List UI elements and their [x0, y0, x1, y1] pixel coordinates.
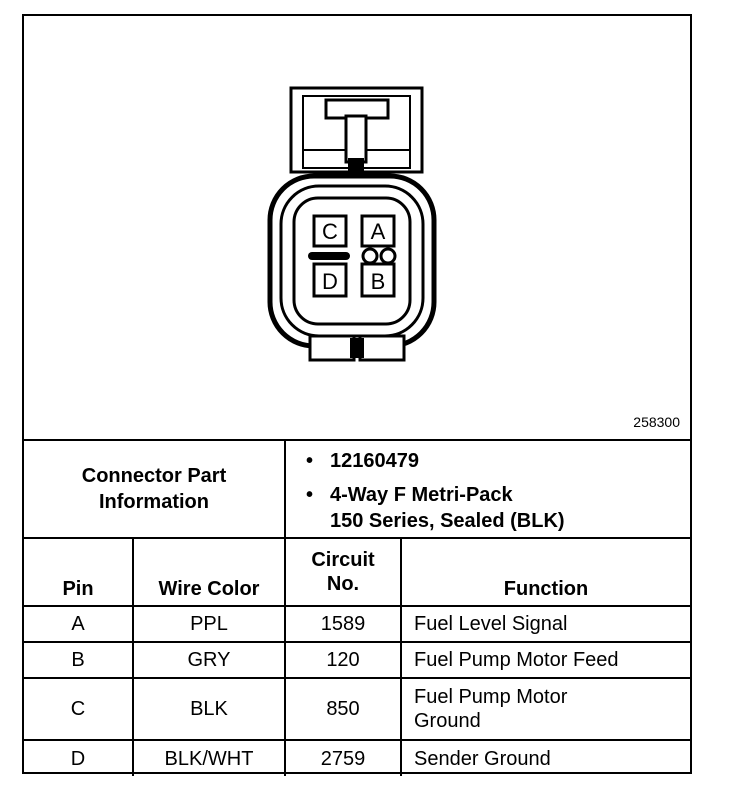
pin-cell: C: [24, 678, 133, 740]
wire-color-cell: BLK: [133, 678, 285, 740]
wire-color-cell: GRY: [133, 642, 285, 678]
pin-cell: D: [24, 740, 133, 776]
pin-label-d: D: [322, 269, 338, 294]
circuit-cell: 2759: [285, 740, 401, 776]
part-info-label: Connector Part Information: [24, 441, 286, 537]
bullet: •: [306, 484, 314, 506]
header-circuit-line2: No.: [326, 573, 360, 595]
table-row: [24, 740, 690, 776]
circuit-cell: 1589: [285, 606, 401, 642]
pin-cell: B: [24, 642, 133, 678]
connector-drawing: [24, 16, 690, 439]
function-cell: Fuel Level Signal: [401, 606, 690, 642]
connector-part-info: [24, 439, 690, 539]
table-row: [24, 642, 690, 678]
connector-type-line1: 4-Way F Metri-Pack: [330, 484, 513, 506]
pin-label-c: C: [322, 219, 338, 244]
function-line2: Ground: [414, 710, 481, 732]
header-pin: Pin: [24, 539, 133, 606]
part-info-list: [286, 441, 690, 537]
pin-cell: A: [24, 606, 133, 642]
table-row: [24, 606, 690, 642]
connector-sheet: [22, 14, 692, 774]
circuit-cell: 850: [285, 678, 401, 740]
pin-table-header: [24, 539, 690, 606]
pin-label-a: A: [370, 219, 386, 244]
header-wire-color: Wire Color: [133, 539, 285, 606]
header-circuit-line1: Circuit: [311, 549, 375, 571]
wire-color-cell: BLK/WHT: [133, 740, 285, 776]
function-line1: Fuel Pump Motor: [414, 686, 568, 708]
pin-label-b: B: [370, 269, 386, 294]
figure-id: 258300: [633, 414, 680, 430]
pin-table: [24, 539, 690, 776]
connector-diagram: [24, 16, 690, 439]
function-cell: Sender Ground: [401, 740, 690, 776]
bullet: •: [306, 450, 314, 472]
connector-type-line2: 150 Series, Sealed (BLK): [330, 510, 565, 532]
circuit-cell: 120: [285, 642, 401, 678]
header-function: Function: [401, 539, 690, 606]
wire-color-cell: PPL: [133, 606, 285, 642]
function-cell: [401, 678, 690, 740]
table-row: [24, 678, 690, 740]
header-circuit: [285, 539, 401, 606]
part-number: 12160479: [330, 450, 419, 472]
function-cell: Fuel Pump Motor Feed: [401, 642, 690, 678]
